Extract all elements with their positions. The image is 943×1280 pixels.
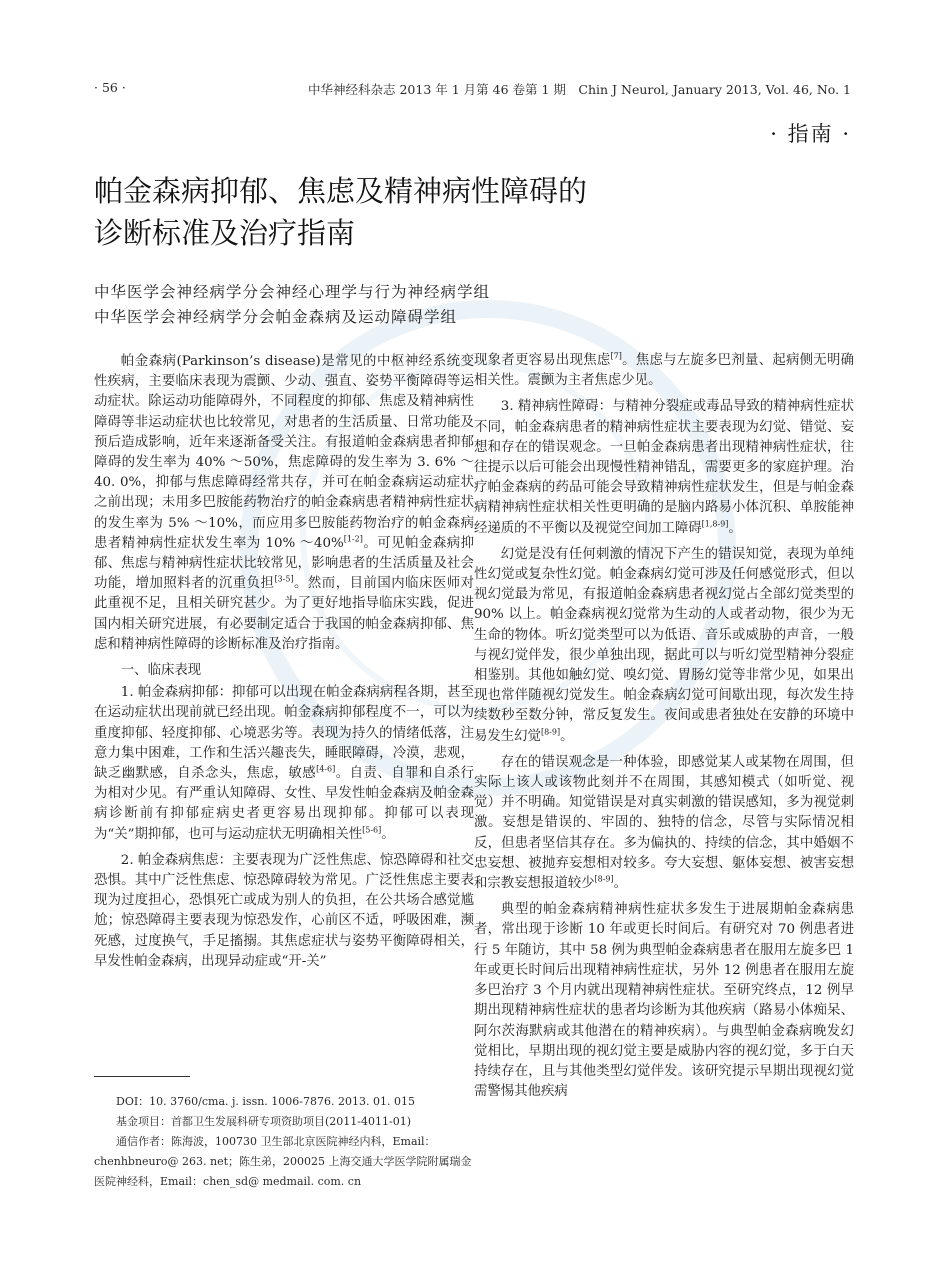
paragraph-typical-psychosis: 典型的帕金森病精神病性症状多发生于进展期帕金森病患者，常出现于诊断 10 年或更长时间后。有研究对 70 例患者进行 5 年随访，其中 58 例为典型帕金森病患者在服用左旋多巴 1 年或更长时间后出现精神病性症状，另外 12 例患者在服用左旋多巴治疗 3 个月内就出现精神病性症状。至研究终点，12 例早期出现精神病性症状的患者均诊断为其他疾病（路易小体痴呆、阿尔茨海默病或其他潜在的精神疾病）。与典型帕金森病晚发幻觉相比，早期出现的视幻觉主要是威胁内容的视幻觉，多于白天持续存在，且与其他类型幻觉伴发。该研究提示早期出现视幻觉需警惕其他疾病 (474, 902, 854, 1100)
citation: [7] (610, 351, 622, 361)
paragraph-delusion: 存在的错误观念是一种体验，即感觉某人或某物在周围，但实际上该人或该物此刻并不在周围，其感知模式（如听觉、视觉）并不明确。知觉错误是对真实刺激的错误感知，多为视觉刺激。妄想是错误的、牢固的、独特的信念，尽管与实际情况相反，但患者坚信其存在。多为偏执的、持续的信念，其中婚姻不忠妄想、被抛弃妄想相对较多。夸大妄想、躯体妄想、被害妄想和宗教妄想报道较少[8-9]。 (474, 754, 854, 892)
citation: [8-9] (594, 874, 614, 884)
footnote-rule (94, 1076, 190, 1077)
citation: [1,8-9] (701, 519, 729, 529)
paragraph-hallucination: 幻觉是没有任何刺激的情况下产生的错误知觉，表现为单纯性幻觉或复杂性幻觉。帕金森病幻觉可涉及任何感觉形式，但以视幻觉最为常见，有报道帕金森病患者视幻觉占全部幻觉类型的 90% 以上。帕金森病视幻觉常为生动的人或者动物，很少为无生命的物体。听幻觉类型可以为低语、音乐或威胁的声音，一般与视幻觉伴发，很少单独出现，据此可以与听幻觉型精神分裂症相鉴别。其他如触幻觉、嗅幻觉、胃肠幻觉等非常少见，如果出现也常伴随视幻觉发生。帕金森病幻觉可间歇出现，每次发生持续数秒至数分钟，常反复发生。夜间或患者独处在安静的环境中易发生幻觉[8-9]。 (474, 546, 854, 744)
citation: [3-5] (274, 574, 294, 584)
footnote-doi: DOI：10. 3760/cma. j. issn. 1006-7876. 2013. 01. 015 (116, 1095, 415, 1108)
right-column (474, 351, 854, 1108)
section-heading-clinical: 一、临床表现 (120, 663, 202, 679)
footnotes (94, 1092, 472, 1192)
paragraph-psychosis: 3. 精神病性障碍：与精神分裂症或毒品导致的精神病性症状不同，帕金森病患者的精神病性症状主要表现为幻觉、错觉、妄想和存在的错误观念。一旦帕金森病患者出现精神病性症状，往往提示以后可能会出现慢性精神错乱，需要更多的家庭护理。治疗帕金森病的药品可能会导致精神病性症状发生，但是与帕金森病精神病性症状相关性更明确的是脑内路易小体沉积、单胺能神经递质的不平衡以及视觉空间加工障碍[1,8-9]。 (474, 399, 854, 536)
article-title (94, 170, 794, 254)
footnote-fund: 基金项目：首都卫生发展科研专项资助项目(2011-4011-01) (116, 1115, 412, 1128)
title-line-1: 帕金森病抑郁、焦虑及精神病性障碍的 (94, 174, 588, 208)
section-label: · 指南 · (770, 122, 851, 146)
citation: [8-9] (540, 727, 561, 737)
page-number: · 56 · (94, 80, 126, 95)
author-groups (94, 280, 490, 330)
left-column (94, 352, 474, 978)
footnote-contact: 通信作者：陈海波，100730 卫生部北京医院神经内科，Email：chenhbneuro@ 263. net；陈生弟，200025 上海交通大学医学院附属瑞金医院神经科，Email：chen_sd@ medmail. com. cn (94, 1135, 472, 1188)
running-header (94, 80, 851, 100)
citation: [1-2] (343, 534, 363, 544)
intro-paragraph: 帕金森病(Parkinson’s disease)是常见的中枢神经系统变性疾病，主要临床表现为震颤、少动、强直、姿势平衡障碍等运动症状。除运动功能障碍外，不同程度的抑郁、焦虑及精神病性障碍等非运动症状也比较常见，对患者的生活质量、日常功能及预后造成影响，近年来逐渐备受关注。有报道帕金森病患者抑郁障碍的发生率为 40% ～50%，焦虑障碍的发生率为 3. 6% ～40. 0%，抑郁与焦虑障碍经常共存，并可在帕金森病运动症状之前出现；未用多巴胺能药物治疗的帕金森病患者精神病性症状的发生率为 5% ～10%，而应用多巴胺能药物治疗的帕金森病患者精神病性症状发生率为 10% ～40%[1-2]。可见帕金森病抑郁、焦虑与精神病性症状比较常见，影响患者的生活质量及社会功能，增加照料者的沉重负担[3-5]。然而，目前国内临床医师对此重视不足，且相关研究甚少。为了更好地指导临床实践，促进国内相关研究进展，有必要制定适合于我国的帕金森病抑郁、焦虑和精神病性障碍的诊断标准及治疗指南。 (94, 354, 474, 652)
citation: [5-6] (362, 825, 382, 835)
title-line-2: 诊断标准及治疗指南 (94, 216, 356, 250)
paragraph-anxiety-cont: 现象者更容易出现焦虑[7]。焦虑与左旋多巴剂量、起病侧无明确相关性。震颤为主者焦虑少见。 (474, 351, 855, 389)
author-group-2: 中华医学会神经病学分会帕金森病及运动障碍学组 (94, 308, 458, 326)
author-group-1: 中华医学会神经病学分会神经心理学与行为神经病学组 (94, 283, 491, 301)
journal-citation: 中华神经科杂志 2013 年 1 月第 46 卷第 1 期 Chin J Neurol, January 2013, Vol. 46, No. 1 (308, 82, 851, 97)
citation: [4-6] (316, 764, 336, 774)
paragraph-anxiety: 2. 帕金森病焦虑：主要表现为广泛性焦虑、惊恐障碍和社交恐惧。其中广泛性焦虑、惊恐障碍较为常见。广泛性焦虑主要表现为过度担心，恐惧死亡或成为别人的负担，在公共场合感觉尴尬；惊恐障碍主要表现为惊恐发作，心前区不适，呼吸困难，濒死感，过度换气，手足搐搦。其焦虑症状与姿势平衡障碍相关，早发性帕金森病，出现异动症或“开-关” (94, 852, 474, 969)
paragraph-depression: 1. 帕金森病抑郁：抑郁可以出现在帕金森病病程各期，甚至在运动症状出现前就已经出现。帕金森病抑郁程度不一，可以为重度抑郁、轻度抑郁、心境恶劣等。表现为持久的情绪低落，注意力集中困难，工作和生活兴趣丧失，睡眠障碍，冷漠，悲观，缺乏幽默感，自杀念头，焦虑，敏感[4-6]。自责、自罪和自杀行为相对少见。有严重认知障碍、女性、早发性帕金森病及帕金森病诊断前有抑郁症病史者更容易出现抑郁。抑郁可以表现为“关”期抑郁，也可与运动症状无明确相关性[5-6]。 (94, 685, 475, 842)
